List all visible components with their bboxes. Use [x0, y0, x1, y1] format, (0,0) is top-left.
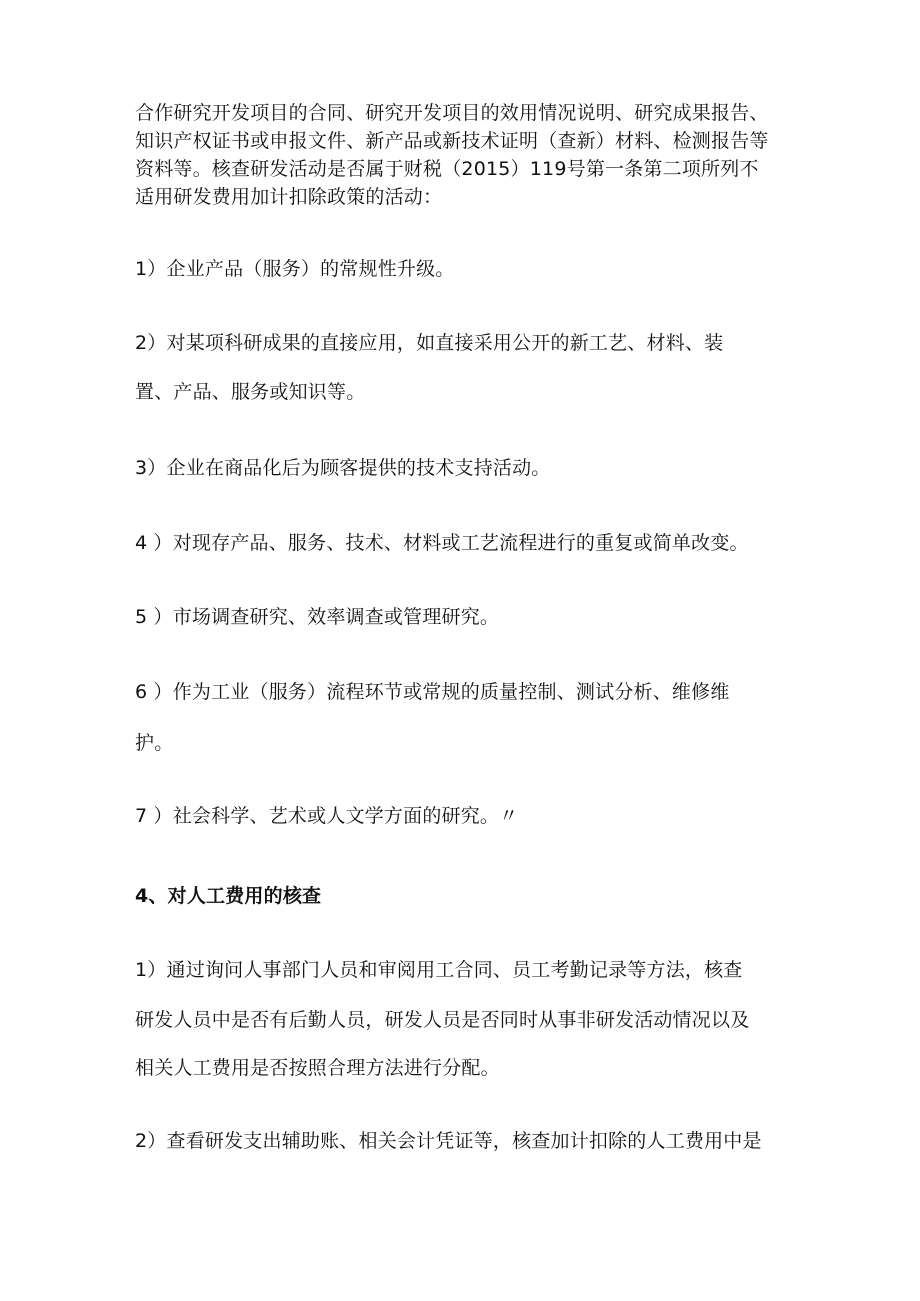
list-item-6-line-2: 护。	[135, 732, 174, 754]
list-item-5: 5 ）市场调查研究、效率调查或管理研究。	[135, 606, 500, 628]
list-item-1: 1）企业产品（服务）的常规性升级。	[135, 258, 455, 280]
list-item-2-line-1: 2）对某项科研成果的直接应用，如直接采用公开的新工艺、材料、装	[135, 332, 724, 354]
intro-line-4: 适用研发费用加计扣除政策的活动：	[135, 186, 443, 208]
section-line-4: 2）查看研发支出辅助账、相关会计凭证等，核查加计扣除的人工费用中是	[135, 1130, 762, 1152]
intro-line-2: 知识产权证书或申报文件、新产品或新技术证明（查新）材料、检测报告等	[135, 130, 769, 152]
list-item-4: 4 ）对现存产品、服务、技术、材料或工艺流程进行的重复或简单改变。	[135, 532, 749, 554]
list-item-6-line-1: 6 ）作为工业（服务）流程环节或常规的质量控制、测试分析、维修维	[135, 681, 730, 703]
intro-line-3: 资料等。核查研发活动是否属于财税（2015）119号第一条第二项所列不	[135, 158, 759, 180]
list-item-3: 3）企业在商品化后为顾客提供的技术支持活动。	[135, 457, 551, 479]
list-item-7: 7 ）社会科学、艺术或人文学方面的研究。〃	[135, 805, 519, 827]
list-item-2-line-2: 置、产品、服务或知识等。	[135, 381, 366, 403]
section-heading: 4、对人工费用的核查	[135, 885, 322, 907]
section-line-1: 1）通过询问人事部门人员和审阅用工合同、员工考勤记录等方法，核查	[135, 959, 743, 981]
section-line-3: 相关人工费用是否按照合理方法进行分配。	[135, 1057, 500, 1079]
section-line-2: 研发人员中是否有后勤人员，研发人员是否同时从事非研发活动情况以及	[135, 1009, 750, 1031]
intro-line-1: 合作研究开发项目的合同、研究开发项目的效用情况说明、研究成果报告、	[135, 102, 769, 124]
